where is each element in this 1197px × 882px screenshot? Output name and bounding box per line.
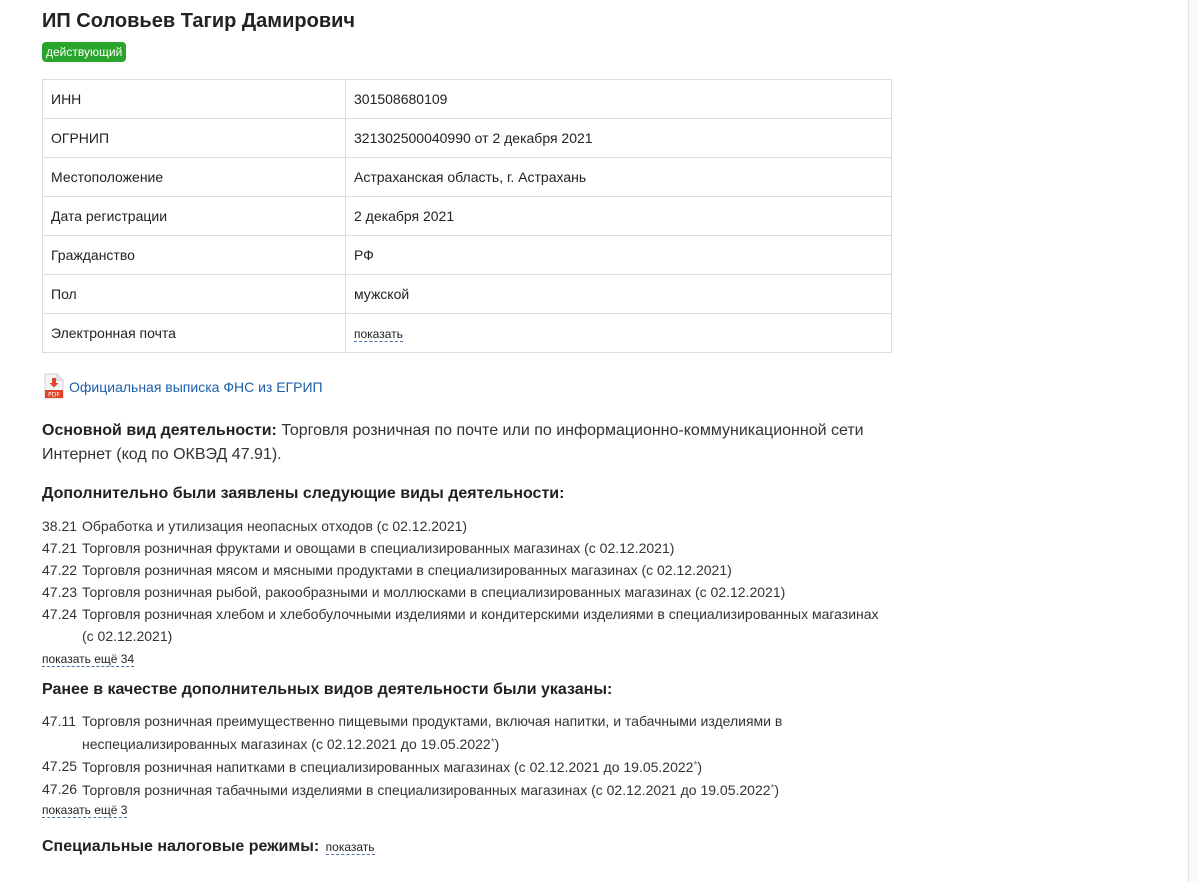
field-value-inn: 301508680109 <box>346 80 892 119</box>
list-item <box>42 515 892 537</box>
field-value-registration-date: 2 декабря 2021 <box>346 197 892 236</box>
field-value-ogrnip: 321302500040990 от 2 декабря 2021 <box>346 119 892 158</box>
list-item <box>42 537 892 559</box>
official-extract[interactable] <box>44 373 323 399</box>
show-email-link[interactable]: показать <box>354 327 403 341</box>
activity-text-close: ) <box>494 736 500 752</box>
activity-text-close: ) <box>774 782 780 798</box>
main-activity-label: Основной вид деятельности: <box>42 422 277 439</box>
field-label-ogrnip: ОГРНИП <box>43 119 346 158</box>
table-row <box>43 314 892 353</box>
footnote-mark: * <box>490 737 495 748</box>
show-tax-regimes-link[interactable]: показать <box>325 840 375 854</box>
table-row <box>43 119 892 158</box>
show-more-additional-link[interactable]: показать ещё 34 <box>42 652 135 666</box>
additional-activities-heading: Дополнительно были заявлены следующие виды деятельности: <box>42 485 565 502</box>
activity-text-main: Торговля розничная напитками в специализированных магазинах (с 02.12.2021 до 19.05.2022 <box>82 759 694 775</box>
pdf-icon-label: PDF <box>48 391 60 399</box>
previous-activities-heading: Ранее в качестве дополнительных видов деятельности были указаны: <box>42 681 613 698</box>
activity-text-main: Торговля розничная табачными изделиями в специализированных магазинах (с 02.12.2021 до 19.05.2022 <box>82 782 771 798</box>
field-value-location: Астраханская область, г. Астрахань <box>346 158 892 197</box>
field-label-email: Электронная почта <box>43 314 346 353</box>
main-activity-text: Торговля розничная по почте или по информационно-коммуникационной сети Интернет (код по ОКВЭД 47.91). <box>42 422 864 463</box>
page-title: ИП Соловьев Тагир Дамирович <box>42 10 356 32</box>
table-row <box>43 80 892 119</box>
activity-code: 47.24 <box>42 606 78 622</box>
info-table <box>42 79 892 353</box>
activity-code: 47.26 <box>42 781 78 797</box>
field-label-inn: ИНН <box>43 80 346 119</box>
activity-code: 47.22 <box>42 562 78 578</box>
tax-regimes <box>42 838 375 856</box>
table-row <box>43 275 892 314</box>
activity-text <box>82 778 892 801</box>
activity-text-main: Торговля розничная преимущественно пищевыми продуктами, включая напитки, и табачными изделиями в неспециализированных магазинах (с 02.12.2021 до 19.05.2022 <box>82 713 783 752</box>
show-more-previous-link[interactable]: показать ещё 3 <box>42 803 128 817</box>
official-extract-link[interactable]: Официальная выписка ФНС из ЕГРИП <box>69 378 323 395</box>
main-activity <box>42 419 892 467</box>
list-item <box>42 559 892 581</box>
activity-text-close: ) <box>697 759 703 775</box>
activity-code: 47.11 <box>42 713 76 729</box>
activity-code: 38.21 <box>42 518 78 534</box>
table-row <box>43 158 892 197</box>
tax-regimes-label: Специальные налоговые режимы: <box>42 838 320 855</box>
list-item <box>42 778 892 801</box>
pdf-icon <box>44 373 64 399</box>
table-row <box>43 236 892 275</box>
activity-text: Торговля розничная рыбой, ракообразными и моллюсками в специализированных магазинах (с 02.12.2021) <box>82 584 786 600</box>
activity-text: Обработка и утилизация неопасных отходов (с 02.12.2021) <box>82 518 468 534</box>
activity-text <box>82 755 892 778</box>
activity-code: 47.23 <box>42 584 78 600</box>
field-value-email <box>346 314 892 353</box>
table-row <box>43 197 892 236</box>
footnote-mark: * <box>693 760 698 771</box>
activity-code: 47.21 <box>42 540 78 556</box>
activity-code: 47.25 <box>42 758 78 774</box>
field-label-registration-date: Дата регистрации <box>43 197 346 236</box>
field-value-citizenship: РФ <box>346 236 892 275</box>
previous-activities-list <box>42 710 892 801</box>
footnote-mark: * <box>770 783 775 794</box>
field-label-citizenship: Гражданство <box>43 236 346 275</box>
field-value-gender: мужской <box>346 275 892 314</box>
list-item <box>42 603 892 647</box>
status-badge: действующий <box>42 42 126 62</box>
list-item <box>42 710 892 755</box>
activity-text: Торговля розничная хлебом и хлебобулочными изделиями и кондитерскими изделиями в специализированных магазинах (с 02.12.2021) <box>82 606 879 644</box>
activity-text: Торговля розничная мясом и мясными продуктами в специализированных магазинах (с 02.12.2021) <box>82 562 732 578</box>
field-label-gender: Пол <box>43 275 346 314</box>
list-item <box>42 581 892 603</box>
activity-text <box>82 710 892 755</box>
page-scrollbar[interactable] <box>1188 0 1197 882</box>
activity-text: Торговля розничная фруктами и овощами в специализированных магазинах (с 02.12.2021) <box>82 540 675 556</box>
additional-activities-list <box>42 515 892 647</box>
field-label-location: Местоположение <box>43 158 346 197</box>
list-item <box>42 755 892 778</box>
